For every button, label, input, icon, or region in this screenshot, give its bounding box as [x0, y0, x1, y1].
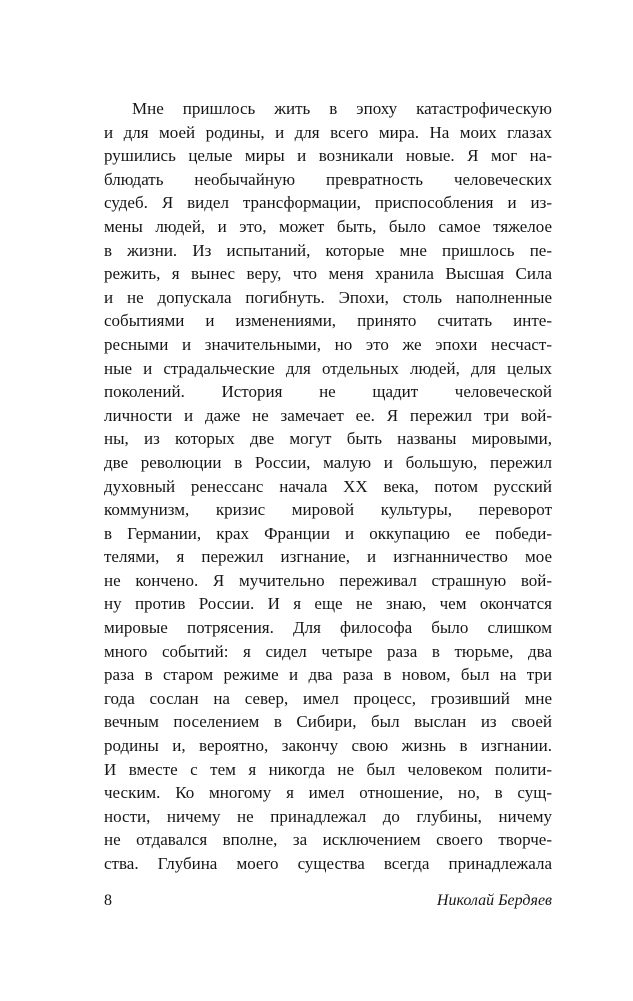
text-line: ческим. Ко многому я имел отношение, но, в сущ-	[104, 783, 552, 803]
text-line: мировые потрясения. Для философа было слишком	[104, 618, 552, 638]
text-line: года сослан на север, имел процесс, грозивший мне	[104, 688, 552, 708]
text-line: родины и, вероятно, закончу свою жизнь в изгнании.	[104, 736, 552, 756]
text-line: много событий: я сидел четыре раза в тюрьме, два	[104, 641, 552, 661]
page-number: 8	[104, 892, 112, 909]
text-line: не кончено. Я мучительно переживал страшную вой-	[104, 570, 552, 590]
text-line: вечным поселением в Сибири, был выслан из своей	[104, 712, 552, 732]
text-line: блюдать необычайную превратность человеческих	[104, 169, 552, 189]
text-line: и для моей родины, и для всего мира. На моих глазах	[104, 122, 552, 142]
text-line: ные и страдальческие для отдельных людей, для целых	[104, 358, 552, 378]
running-footer-author: Николай Бердяев	[436, 892, 552, 909]
text-line: раза в старом режиме и два раза в новом, был на три	[104, 665, 552, 685]
text-line: духовный ренессанс начала XX века, потом русский	[104, 476, 552, 496]
text-line: личности и даже не замечает ее. Я пережил три вой-	[104, 405, 552, 425]
text-line: поколений. История не щадит человеческой	[104, 382, 552, 402]
text-line: коммунизм, кризис мировой культуры, переворот	[104, 500, 552, 520]
text-line: не отдавался вполне, за исключением своего творче-	[104, 830, 552, 850]
text-line: событиями и изменениями, принято считать инте-	[104, 311, 552, 331]
text-line: ства. Глубина моего существа всегда принадлежала	[104, 854, 552, 873]
text-line: мены людей, и это, может быть, было самое тяжелое	[104, 216, 552, 236]
page-text	[104, 97, 552, 876]
text-line: ресными и значительными, но это же эпохи несчаст-	[104, 334, 552, 354]
text-line: телями, я пережил изгнание, и изгнанничество мое	[104, 547, 552, 567]
text-line: рушились целые миры и возникали новые. Я мог на-	[104, 146, 552, 166]
text-line: ну против России. И я еще не знаю, чем окончатся	[104, 594, 552, 614]
text-line: в Германии, крах Франции и оккупацию ее победи-	[104, 523, 552, 543]
text-line: судеб. Я видел трансформации, приспособления и из-	[104, 193, 552, 213]
text-line: режить, я вынес веру, что меня хранила Высшая Сила	[104, 264, 552, 284]
text-line: ности, ничему не принадлежал до глубины, ничему	[104, 806, 552, 826]
page-footer	[104, 892, 552, 910]
text-line: Мне пришлось жить в эпоху катастрофическую	[132, 99, 552, 118]
text-line: две революции в России, малую и большую, пережил	[104, 452, 552, 472]
text-line: ны, из которых две могут быть названы мировыми,	[104, 429, 552, 449]
text-line: в жизни. Из испытаний, которые мне пришлось пе-	[104, 240, 552, 260]
text-line: и не допускала погибнуть. Эпохи, столь наполненные	[104, 287, 552, 307]
text-line: И вместе с тем я никогда не был человеком полити-	[104, 759, 552, 779]
